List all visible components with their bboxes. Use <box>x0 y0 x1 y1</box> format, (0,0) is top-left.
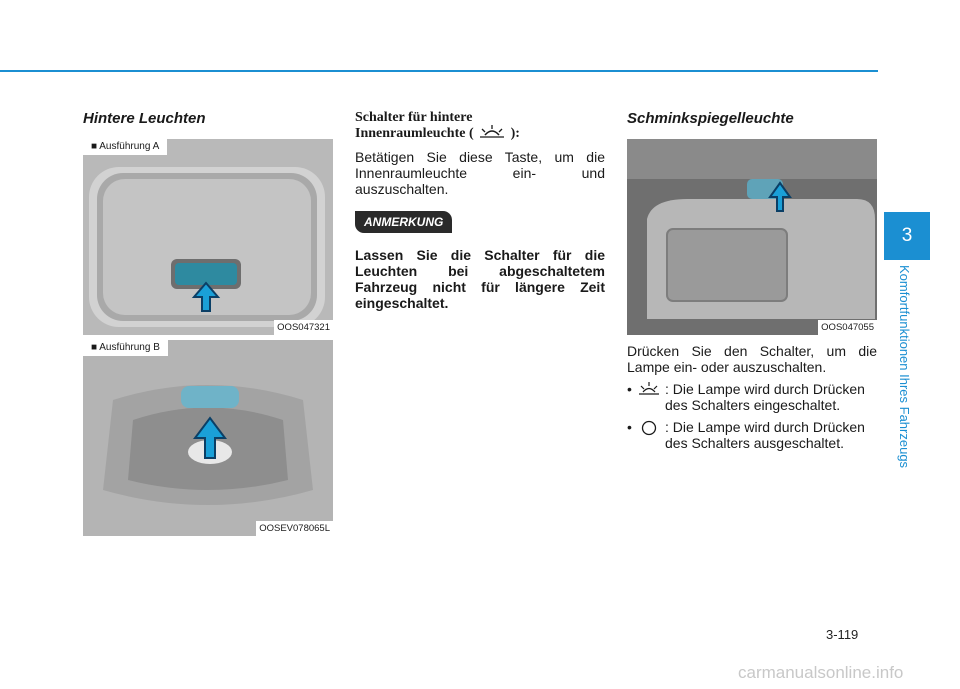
column-rear-switch <box>355 110 605 311</box>
section-title-vanity-lamp: Schminkspiegelleuchte <box>627 110 794 127</box>
image-code-a: OOS047321 <box>274 320 333 335</box>
chapter-tab[interactable]: 3 <box>884 212 930 260</box>
vanity-intro: Drücken Sie den Schalter, um die Lampe ein- oder auszuschalten. <box>627 343 877 375</box>
note-header <box>355 211 605 233</box>
lamp-off-icon <box>638 420 660 436</box>
variant-label-b: ■ Ausführung B <box>83 340 168 356</box>
variant-label-a: ■ Ausführung A <box>83 139 167 155</box>
bullet-dot-on: • <box>627 381 632 397</box>
photo-version-b <box>83 340 333 536</box>
vanity-mirror-illustration <box>627 139 877 335</box>
image-code-vanity: OOS047055 <box>818 320 877 335</box>
chapter-label <box>894 265 918 495</box>
bullet-dot-off: • <box>627 419 632 435</box>
section-title-rear-switch <box>355 110 605 141</box>
photo-version-a <box>83 139 333 335</box>
lamp-on-icon <box>638 382 660 396</box>
switch-title-line2a: Innenraumleuchte ( <box>355 126 474 141</box>
column-rear-lights <box>83 110 333 127</box>
page-number: 3-119 <box>826 627 859 642</box>
column-vanity-lamp <box>627 110 877 127</box>
bullet-text-on: : Die Lampe wird durch Drücken des Schalters eingeschaltet. <box>665 381 865 413</box>
switch-title-line2b: ): <box>510 126 520 141</box>
interior-lamp-icon <box>477 125 507 139</box>
vanity-text <box>627 343 877 451</box>
switch-description: Betätigen Sie diese Taste, um die Innenraumleuchte ein- und auszuschalten. <box>355 149 605 197</box>
note-badge: ANMERKUNG <box>355 211 452 233</box>
chapter-label-text: Komfortfunktionen Ihres Fahrzeugs <box>897 265 912 469</box>
rear-lamp-b-illustration <box>83 340 333 536</box>
bullet-lamp-on <box>627 381 877 413</box>
section-title-rear-lights: Hintere Leuchten <box>83 110 206 127</box>
note-text: Lassen Sie die Schalter für die Leuchten bei abgeschaltetem Fahrzeug nicht für längere Zeit eingeschaltet. <box>355 247 605 311</box>
switch-title-line2 <box>355 125 605 141</box>
image-code-b: OOSEV078065L <box>256 521 333 536</box>
header-rule <box>0 70 878 72</box>
bullet-lamp-off <box>627 419 877 451</box>
photo-vanity-lamp <box>627 139 877 335</box>
watermark: carmanualsonline.info <box>738 663 904 682</box>
switch-title-line1: Schalter für hintere <box>355 110 473 125</box>
rear-lamp-a-illustration <box>83 139 333 335</box>
bullet-text-off: : Die Lampe wird durch Drücken des Schalters ausgeschaltet. <box>665 419 865 451</box>
